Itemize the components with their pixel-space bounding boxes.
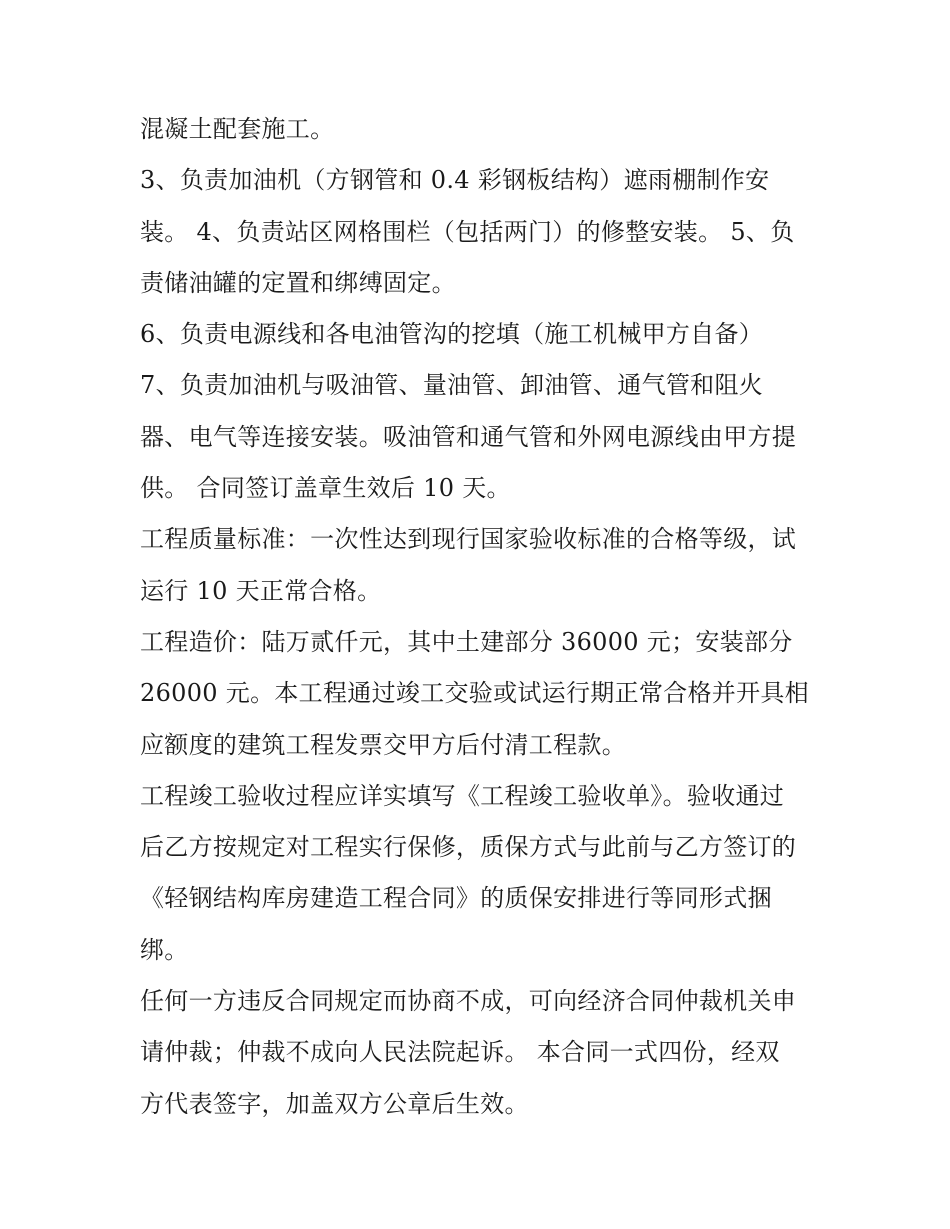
text-line: 任何一方违反合同规定而协商不成，可向经济合同仲裁机关申 — [140, 987, 797, 1016]
text-line: 应额度的建筑工程发票交甲方后付清工程款。 — [140, 730, 626, 759]
text-line: 器、电气等连接安装。吸油管和通气管和外网电源线由甲方提 — [140, 422, 797, 451]
text-line: 7、负责加油机与吸油管、量油管、卸油管、通气管和阻火 — [140, 371, 764, 400]
text-line: 运行 10 天正常合格。 — [140, 576, 382, 605]
text-line: 混凝土配套施工。 — [140, 115, 335, 143]
text-line: 工程质量标准：一次性达到现行国家验收标准的合格等级，试 — [140, 525, 797, 554]
text-line: 责储油罐的定置和绑缚固定。 — [140, 268, 456, 297]
text-line: 供。 合同签订盖章生效后 10 天。 — [140, 474, 511, 503]
text-line: 装。 4、负责站区网格围栏（包括两门）的修整安装。 5、负 — [140, 217, 795, 246]
text-line: 工程竣工验收过程应详实填写《工程竣工验收单》。验收通过 — [140, 781, 785, 810]
text-line: 《轻钢结构库房建造工程合同》的质保安排进行等同形式捆 — [140, 884, 772, 913]
text-line: 3、负责加油机（方钢管和 0.4 彩钢板结构）遮雨棚制作安 — [140, 166, 770, 195]
text-line: 请仲裁；仲裁不成向人民法院起诉。 本合同一式四份，经双 — [140, 1038, 780, 1067]
text-line: 工程造价：陆万贰仟元，其中土建部分 36000 元；安装部分 — [140, 627, 793, 656]
text-line: 绑。 — [140, 935, 189, 964]
text-line: 6、负责电源线和各电油管沟的挖填（施工机械甲方自备） — [140, 320, 764, 349]
text-line: 方代表签字，加盖双方公章后生效。 — [140, 1089, 529, 1118]
document-body — [140, 104, 815, 1130]
text-line: 26000 元。本工程通过竣工交验或试运行期正常合格并开具相 — [140, 679, 809, 708]
text-line: 后乙方按规定对工程实行保修，质保方式与此前与乙方签订的 — [140, 833, 797, 862]
